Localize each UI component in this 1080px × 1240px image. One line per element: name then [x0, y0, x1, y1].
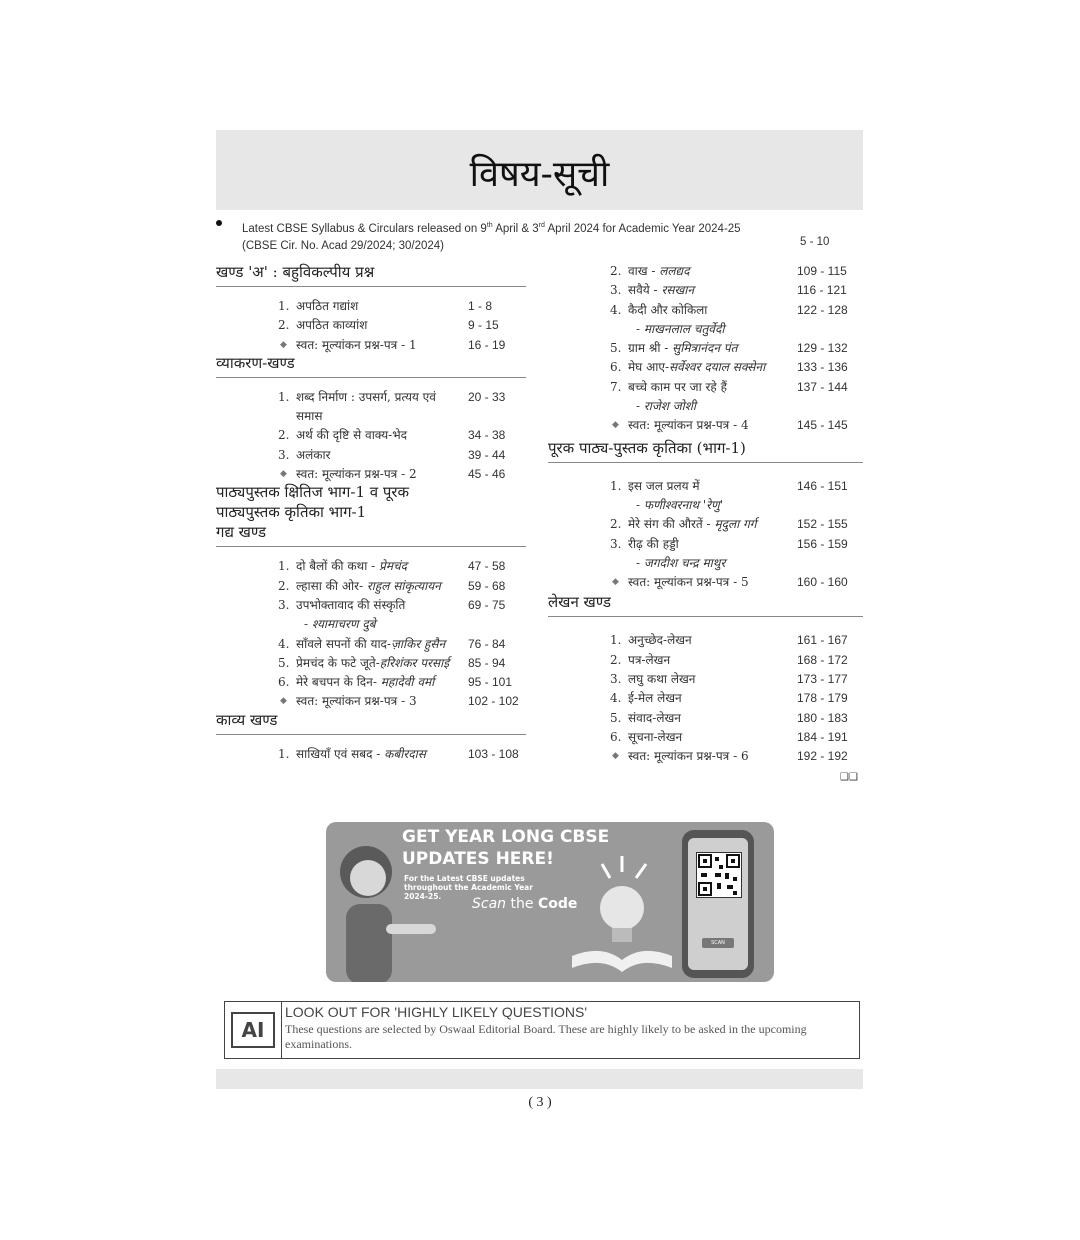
entry-pages: 76 - 84	[468, 636, 506, 651]
entry-pages: 133 - 136	[797, 360, 848, 375]
toc-entry[interactable]	[216, 388, 526, 407]
toc-entry[interactable]	[216, 557, 526, 576]
entry-label	[296, 465, 417, 484]
scan-word: Scan	[472, 896, 507, 912]
entry-number: 3.	[610, 672, 622, 687]
entry-label	[296, 615, 376, 634]
box-divider	[281, 1002, 282, 1058]
entry-label	[296, 557, 407, 576]
section-rows	[216, 557, 526, 711]
entry-title: ग्राम श्री -	[628, 341, 673, 356]
entry-author: - जगदीश चन्द्र माथुर	[636, 555, 726, 570]
entry-title: दो बैलों की कथा -	[296, 559, 380, 574]
entry-author: राहुल सांकृत्यायन	[366, 578, 441, 593]
toc-entry[interactable]	[216, 316, 526, 335]
entry-title: मेरे संग की औरतें -	[628, 517, 715, 532]
entry-number: 6.	[278, 675, 290, 690]
entry-author: हरिशंकर परसाई	[379, 655, 450, 670]
diamond-icon: ◆	[612, 751, 619, 762]
entry-pages: 95 - 101	[468, 675, 513, 690]
toc-entry[interactable]	[548, 339, 863, 358]
section-heading: लेखन खण्ड	[548, 592, 863, 617]
entry-label	[296, 635, 445, 654]
toc-entry[interactable]	[216, 673, 526, 692]
diamond-icon: ◆	[612, 420, 619, 431]
entry-label	[296, 654, 449, 673]
toc-entry[interactable]	[548, 670, 863, 689]
page-number: ( 3 )	[528, 1095, 552, 1110]
entry-pages: 116 - 121	[797, 283, 847, 298]
scan-button[interactable]: SCAN	[702, 938, 734, 948]
toc-entry[interactable]	[216, 596, 526, 615]
entry-title: स्वत: मूल्यांकन प्रश्न-पत्र - 6	[628, 749, 749, 764]
entry-title: कैदी और कोकिला	[628, 302, 708, 317]
entry-label	[628, 262, 690, 281]
entry-pages: 152 - 155	[797, 517, 848, 532]
entry-label	[628, 378, 727, 397]
sup-th: th	[486, 222, 493, 229]
entry-label	[628, 728, 682, 747]
entry-title: बच्चे काम पर जा रहे हैं	[628, 379, 727, 394]
entry-label	[628, 670, 695, 689]
entry-label	[628, 747, 749, 766]
entry-label	[296, 407, 323, 426]
entry-label	[296, 577, 441, 596]
entry-label	[296, 446, 331, 465]
entry-title: अलंकार	[296, 447, 331, 462]
toc-entry[interactable]	[548, 728, 863, 747]
toc-entry[interactable]	[548, 651, 863, 670]
section-heading: खण्ड 'अ' : बहुविकल्पीय प्रश्न	[216, 262, 526, 287]
entry-label	[296, 745, 426, 764]
entry-label	[628, 535, 679, 554]
entry-label	[296, 673, 434, 692]
entry-title: सूचना-लेखन	[628, 729, 683, 744]
entry-title: साखियाँ एवं सबद -	[296, 746, 385, 761]
entry-author: ललद्यद	[659, 264, 690, 278]
entry-title: स्वत: मूल्यांकन प्रश्न-पत्र - 4	[628, 418, 749, 433]
code-word: Code	[537, 896, 578, 912]
entry-title: स्वत: मूल्यांकन प्रश्न-पत्र - 2	[296, 467, 417, 482]
toc-entry[interactable]	[216, 692, 526, 711]
entry-number: 1.	[278, 389, 290, 404]
entry-pages: 16 - 19	[468, 337, 506, 352]
entry-title: उपभोक्तावाद की संस्कृति	[296, 597, 406, 612]
entry-label	[628, 358, 765, 377]
entry-author: महादेवी वर्मा	[380, 675, 435, 690]
toc-entry[interactable]	[216, 336, 526, 355]
toc-entry[interactable]	[548, 573, 863, 592]
section-rows	[216, 297, 526, 355]
toc-entry[interactable]	[216, 745, 526, 764]
section-rows	[216, 745, 526, 764]
qr-code-icon[interactable]	[696, 852, 742, 898]
entry-author: - श्यामाचरण दुबे	[304, 617, 376, 632]
entry-number: 5.	[610, 341, 622, 356]
toc-entry[interactable]	[216, 654, 526, 673]
entry-label	[628, 339, 737, 358]
entry-pages: 20 - 33	[468, 389, 506, 404]
entry-number: 2.	[278, 318, 290, 333]
entry-label	[628, 397, 696, 416]
diamond-icon: ◆	[280, 469, 287, 480]
entry-pages: 173 - 177	[797, 672, 848, 687]
entry-number: 1.	[278, 559, 290, 574]
entry-number: 7.	[610, 379, 622, 394]
syllabus-line1c: April 2024 for Academic Year 2024-25	[544, 222, 741, 235]
entry-label	[296, 336, 417, 355]
banner-heading: GET YEAR LONG CBSE UPDATES HERE!	[402, 827, 610, 869]
entry-title: मेघ आए-	[628, 360, 670, 375]
lightbulb-book-icon	[562, 844, 682, 980]
entry-pages: 45 - 46	[468, 467, 506, 482]
entry-author: - माखनलाल चतुर्वेदी	[636, 321, 725, 336]
section-rows	[548, 262, 863, 436]
entry-number: 2.	[610, 652, 622, 667]
entry-author: मृदुला गर्ग	[714, 517, 757, 532]
entry-title: संवाद-लेखन	[628, 710, 681, 725]
entry-number: 6.	[610, 729, 622, 744]
entry-title: साँवले सपनों की याद-	[296, 636, 391, 651]
entry-pages: 39 - 44	[468, 447, 506, 462]
toc-entry[interactable]	[548, 554, 863, 573]
toc-entry[interactable]	[548, 747, 863, 766]
entry-number: 4.	[278, 636, 290, 651]
end-mark: ❑❑	[840, 772, 858, 783]
toc-entry[interactable]	[548, 515, 863, 534]
entry-author: - फणीश्वरनाथ 'रेणु'	[636, 497, 724, 512]
entry-number: 3.	[278, 447, 290, 462]
info-description: These questions are selected by Oswaal Editorial Board. These are highly likely to be asked in the upcoming examinations.	[285, 1022, 807, 1051]
entry-number: 2.	[610, 264, 622, 278]
entry-number: 5.	[610, 710, 622, 725]
entry-label	[628, 416, 749, 435]
entry-title: सवैये -	[628, 283, 662, 298]
entry-number: 1.	[610, 633, 622, 648]
section-heading: पूरक पाठ्य-पुस्तक कृतिका (भाग-1)	[548, 438, 863, 463]
entry-number: 2.	[278, 578, 290, 593]
page-title: विषय-सूची	[469, 154, 610, 195]
entry-title: ई-मेल लेखन	[628, 691, 682, 706]
section-rows	[216, 388, 526, 484]
bullet-icon	[216, 220, 222, 226]
entry-number: 6.	[610, 360, 622, 375]
diamond-icon: ◆	[280, 339, 287, 350]
entry-pages: 102 - 102	[468, 694, 519, 709]
toc-entry[interactable]	[548, 631, 863, 650]
toc-entry[interactable]	[548, 416, 863, 435]
scan-the-word: the	[506, 896, 538, 912]
section-heading: काव्य खण्ड	[216, 710, 526, 735]
entry-author: रसखान	[661, 283, 695, 298]
entry-author: प्रेमचंद	[379, 559, 408, 574]
title-bar	[216, 130, 863, 210]
entry-pages: 161 - 167	[797, 633, 848, 648]
entry-label	[628, 554, 725, 573]
entry-pages: 9 - 15	[468, 318, 499, 333]
entry-label	[628, 573, 749, 592]
entry-label	[296, 692, 417, 711]
entry-title: स्वत: मूल्यांकन प्रश्न-पत्र - 1	[296, 337, 417, 352]
toc-entry[interactable]	[548, 320, 863, 339]
entry-author: सुमित्रानंदन पंत	[672, 341, 738, 356]
entry-title: रीढ़ की हड्डी	[628, 536, 679, 551]
banner-subtext: For the Latest CBSE updates throughout the Academic Year 2024-25.	[404, 874, 533, 901]
entry-author: - राजेश जोशी	[636, 399, 697, 414]
sup-rd: rd	[538, 222, 545, 229]
syllabus-line1b: April & 3	[492, 222, 539, 235]
entry-pages: 160 - 160	[797, 575, 848, 590]
entry-pages: 178 - 179	[797, 691, 848, 706]
entry-label	[296, 297, 358, 316]
section-heading: व्याकरण-खण्ड	[216, 353, 526, 378]
entry-pages: 122 - 128	[797, 302, 848, 317]
entry-label	[628, 281, 694, 300]
highly-likely-questions-box	[224, 1001, 860, 1059]
entry-title: इस जल प्रलय में	[628, 478, 700, 493]
syllabus-line1a: Latest CBSE Syllabus & Circulars released on 9	[242, 222, 487, 235]
section-rows	[548, 631, 863, 766]
entry-pages: 109 - 115	[797, 264, 847, 278]
toc-entry[interactable]	[548, 262, 863, 281]
entry-pages: 34 - 38	[468, 428, 506, 443]
entry-author: कबीरदास	[384, 746, 426, 761]
entry-label	[296, 388, 436, 407]
entry-label	[628, 301, 707, 320]
toc-entry[interactable]	[216, 426, 526, 445]
entry-title: अनुच्छेद-लेखन	[628, 633, 692, 648]
phone-icon	[682, 830, 754, 978]
entry-title: वाख -	[628, 264, 660, 278]
entry-title: अपठित काव्यांश	[296, 318, 368, 333]
entry-label	[628, 515, 757, 534]
entry-label	[296, 426, 407, 445]
entry-title: ल्हासा की ओर-	[296, 578, 367, 593]
entry-author: सर्वेश्वर दयाल सक्सेना	[669, 360, 766, 375]
entry-title: लघु कथा लेखन	[628, 672, 696, 687]
entry-number: 2.	[610, 517, 622, 532]
cbse-updates-banner[interactable]	[326, 822, 774, 982]
entry-title: अर्थ की दृष्टि से वाक्य-भेद	[296, 428, 408, 443]
toc-entry[interactable]	[548, 281, 863, 300]
section-heading: पाठ्यपुस्तक कृतिका भाग-1	[216, 503, 367, 522]
entry-pages: 168 - 172	[797, 652, 848, 667]
entry-pages: 184 - 191	[797, 729, 848, 744]
entry-label	[628, 709, 681, 728]
ai-logo-icon: AI	[231, 1012, 275, 1048]
entry-label	[628, 651, 670, 670]
entry-title: पत्र-लेखन	[628, 652, 671, 667]
entry-label	[628, 320, 724, 339]
entry-title: अपठित गद्यांश	[296, 299, 359, 313]
entry-pages: 1 - 8	[468, 299, 493, 313]
toc-entry[interactable]	[216, 465, 526, 484]
syllabus-line2: (CBSE Cir. No. Acad 29/2024; 30/2024)	[242, 239, 445, 252]
entry-pages: 146 - 151	[797, 478, 848, 493]
footer-bar	[216, 1069, 863, 1089]
section-heading: पाठ्यपुस्तक क्षितिज भाग-1 व पूरक	[216, 483, 410, 502]
toc-entry[interactable]	[216, 297, 526, 316]
toc-right-column	[548, 262, 863, 767]
entry-number: 3.	[610, 283, 622, 298]
entry-title: समास	[296, 409, 323, 424]
entry-number: 5.	[278, 655, 290, 670]
entry-label	[296, 596, 405, 615]
entry-number: 1.	[278, 299, 290, 313]
toc-entry[interactable]	[548, 477, 863, 496]
toc-entry[interactable]	[216, 446, 526, 465]
entry-pages: 85 - 94	[468, 655, 506, 670]
entry-title: स्वत: मूल्यांकन प्रश्न-पत्र - 3	[296, 694, 417, 709]
entry-number: 3.	[610, 536, 622, 551]
toc-entry[interactable]	[548, 378, 863, 397]
toc-left-column	[216, 262, 526, 764]
toc-entry[interactable]	[216, 635, 526, 654]
entry-pages: 156 - 159	[797, 536, 848, 551]
toc-entry[interactable]	[548, 709, 863, 728]
toc-entry[interactable]	[548, 535, 863, 554]
section-rows	[548, 477, 863, 593]
entry-pages: 192 - 192	[797, 749, 848, 764]
entry-title: मेरे बचपन के दिन-	[296, 675, 381, 690]
entry-pages: 180 - 183	[797, 710, 848, 725]
syllabus-text	[242, 217, 782, 255]
entry-title: प्रेमचंद के फटे जूते-	[296, 655, 380, 670]
info-title: LOOK OUT FOR 'HIGHLY LIKELY QUESTIONS'	[285, 1004, 588, 1020]
entry-number: 1.	[278, 746, 290, 761]
entry-title: स्वत: मूल्यांकन प्रश्न-पत्र - 5	[628, 575, 749, 590]
section-subheading: गद्य खण्ड	[216, 522, 526, 547]
toc-entry[interactable]	[548, 397, 863, 416]
toc-entry[interactable]	[548, 689, 863, 708]
toc-entry[interactable]	[216, 615, 526, 634]
entry-pages: 137 - 144	[797, 379, 848, 394]
entry-label	[628, 496, 723, 515]
entry-pages: 103 - 108	[468, 746, 519, 761]
diamond-icon: ◆	[612, 577, 619, 588]
entry-pages: 69 - 75	[468, 597, 506, 612]
entry-label	[296, 316, 367, 335]
entry-label	[628, 477, 700, 496]
entry-author: ज़ाकिर हुसैन	[391, 636, 446, 651]
entry-number: 3.	[278, 597, 290, 612]
syllabus-pages: 5 - 10	[800, 236, 830, 248]
entry-number: 2.	[278, 428, 290, 443]
entry-number: 1.	[610, 478, 622, 493]
phone-screen	[688, 838, 748, 970]
toc-entry[interactable]	[216, 577, 526, 596]
toc-entry[interactable]	[548, 496, 863, 515]
entry-pages: 145 - 145	[797, 418, 848, 433]
entry-pages: 59 - 68	[468, 578, 506, 593]
entry-title: शब्द निर्माण : उपसर्ग, प्रत्यय एवं	[296, 389, 436, 404]
diamond-icon: ◆	[280, 696, 287, 707]
entry-pages: 129 - 132	[797, 341, 848, 356]
entry-label	[628, 689, 682, 708]
entry-number: 4.	[610, 691, 622, 706]
toc-entry[interactable]	[548, 358, 863, 377]
entry-number: 4.	[610, 302, 622, 317]
toc-entry[interactable]	[216, 407, 526, 426]
entry-pages: 47 - 58	[468, 559, 506, 574]
entry-label	[628, 631, 692, 650]
toc-entry[interactable]	[548, 301, 863, 320]
